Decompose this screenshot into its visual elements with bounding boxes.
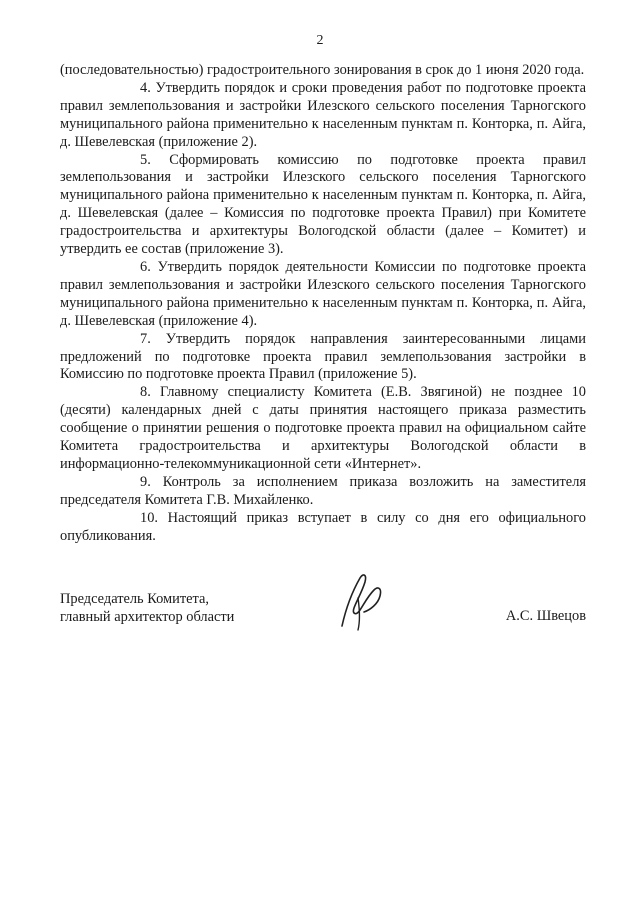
signer-title-line1: Председатель Комитета, bbox=[60, 591, 209, 607]
signer-name: А.С. Швецов bbox=[505, 608, 586, 624]
paragraph-item-10 bbox=[60, 510, 586, 546]
paragraph-text: Утвердить порядок направления заинтересованными лицами предложений по подготовке проекта правил землепользования застройки в Комиссию по подготовке проекта Правил (приложение 5). bbox=[60, 330, 586, 383]
paragraph-item-9 bbox=[60, 474, 586, 510]
paragraph-text: Утвердить порядок и сроки проведения работ по подготовке проекта правил землепользования и застройки Илезского сельского поселения Тарногского муниципального района применительно к населенным пунктам п. Конторка, п. Айга, д. Шевелевская (приложение 2). bbox=[60, 79, 586, 150]
paragraph-number: 8. bbox=[140, 384, 151, 401]
paragraph-number: 7. bbox=[140, 330, 151, 347]
paragraph-text: Сформировать комиссию по подготовке проекта правил землепользования и застройки Илезского сельского поселения Тарногского муниципального района применительно к населенным пунктам п. Конторка, п. Айга, д. Шевелевская (далее – Комиссия по подготовке проекта Правил) при Комитете градостроительства и архитектуры Вологодской области (далее – Комитет) и утвердить ее состав (приложение 3). bbox=[60, 151, 586, 258]
paragraph-item-4 bbox=[60, 80, 586, 152]
handwritten-signature bbox=[330, 568, 394, 632]
signer-title bbox=[60, 590, 234, 626]
paragraph-number: 9. bbox=[140, 473, 151, 490]
paragraph-number: 10. bbox=[140, 509, 158, 526]
paragraph-text: Утвердить порядок деятельности Комиссии по подготовке проекта правил землепользования и застройки Илезского сельского поселения Тарногского муниципального района применительно к населенным пунктам п. Конторка, п. Айга, д. Шевелевская (приложение 4). bbox=[60, 258, 586, 329]
paragraph-item-7 bbox=[60, 331, 586, 385]
paragraph-item-5 bbox=[60, 152, 586, 259]
paragraph-text: Контроль за исполнением приказа возложить на заместителя председателя Комитета Г.В. Михайленко. bbox=[60, 473, 586, 508]
signature-block bbox=[60, 590, 586, 630]
paragraph-number: 6. bbox=[140, 258, 151, 275]
paragraph-text: Главному специалисту Комитета (Е.В. Звягиной) не позднее 10 (десяти) календарных дней с даты принятия настоящего приказа разместить сообщение о принятии решения о подготовке проекта правил на официальном сайте Комитета градостроительства и архитектуры Вологодской области в информационно-телекоммуникационной сети «Интернет». bbox=[60, 384, 586, 472]
signer-title-line2: главный архитектор области bbox=[60, 609, 235, 625]
paragraph-item-6 bbox=[60, 259, 586, 331]
paragraph-continuation bbox=[60, 62, 586, 80]
paragraph-number: 5. bbox=[140, 151, 151, 168]
page-number: 2 bbox=[316, 33, 324, 48]
paragraph-text: (последовательностью) градостроительного зонирования в срок до 1 июня 2020 года. bbox=[60, 62, 585, 78]
paragraph-item-8 bbox=[60, 384, 586, 474]
document-body bbox=[60, 62, 586, 545]
paragraph-number: 4. bbox=[140, 79, 151, 96]
paragraph-text: Настоящий приказ вступает в силу со дня его официального опубликования. bbox=[60, 509, 586, 544]
